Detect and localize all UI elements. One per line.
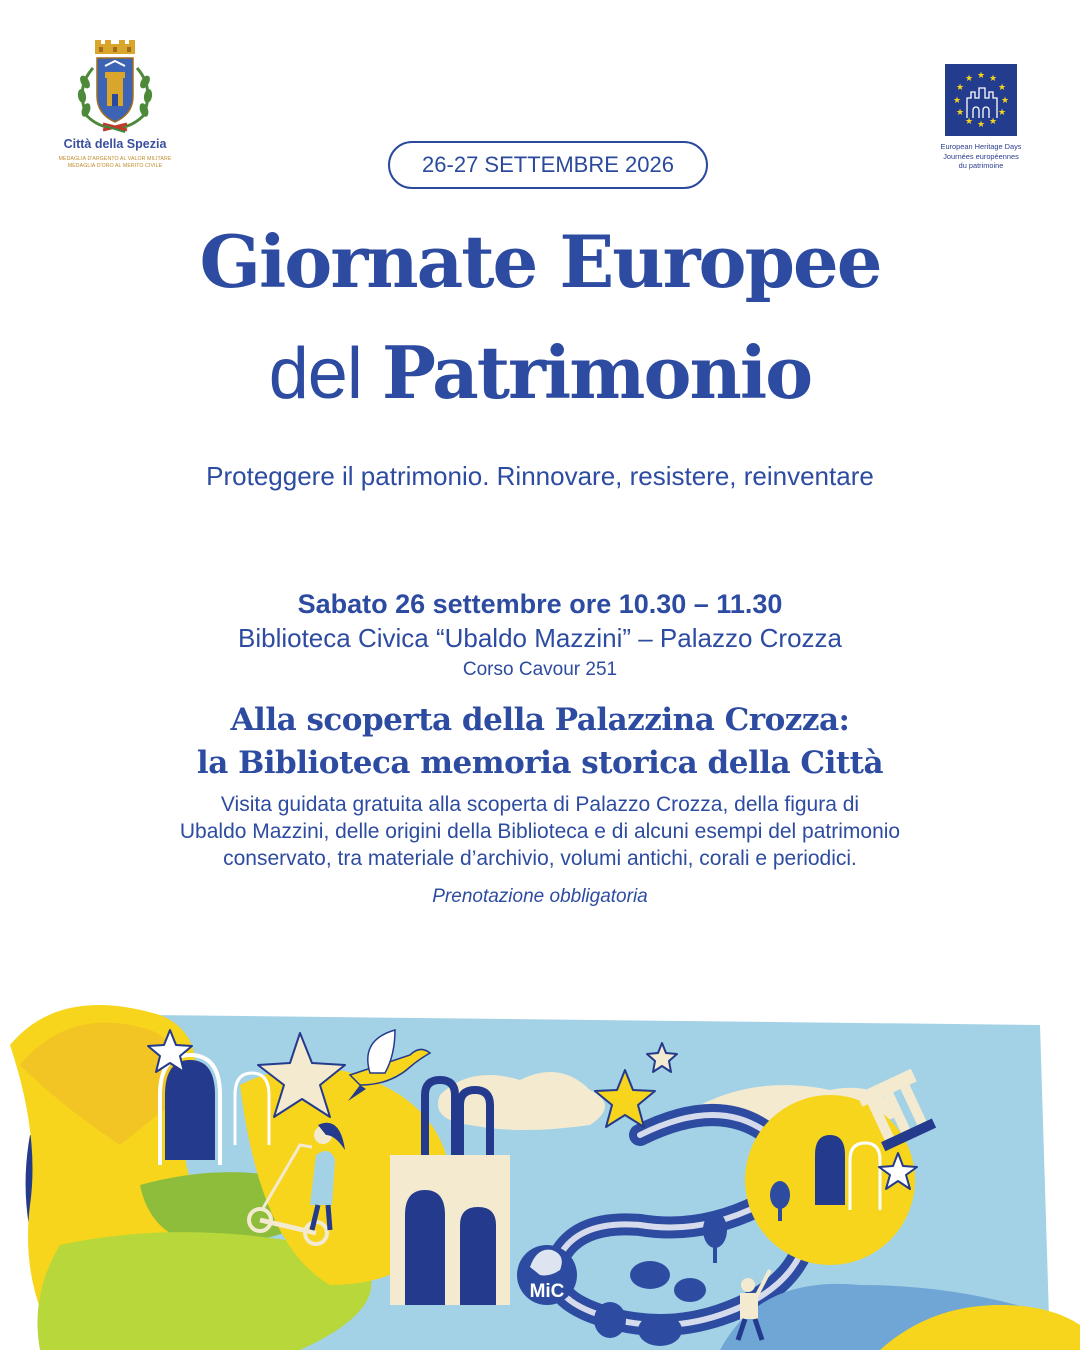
svg-text:★: ★: [955, 83, 965, 93]
city-name: Città della Spezia: [63, 137, 167, 151]
ehd-label: Journées européennes: [943, 152, 1019, 161]
svg-text:★: ★: [964, 74, 974, 84]
svg-text:★: ★: [976, 71, 986, 81]
page-title: Giornate Europee: [199, 219, 881, 304]
tagline: Proteggere il patrimonio. Rinnovare, resistere, reinventare: [206, 461, 874, 491]
svg-text:★: ★: [1000, 96, 1010, 106]
eu-flag-castle-icon: [945, 64, 1017, 136]
svg-text:★: ★: [952, 96, 962, 106]
page-title-second-line: [0, 323, 1080, 424]
svg-text:★: ★: [988, 117, 998, 127]
heritage-illustration: [0, 985, 1080, 1350]
svg-text:★: ★: [964, 117, 974, 127]
svg-text:★: ★: [997, 108, 1007, 118]
mic-logo-label: MiC: [529, 1281, 565, 1302]
event-address: Corso Cavour 251: [462, 659, 618, 680]
event-description-line: conservato, tra materiale d’archivio, volumi antichi, corali e periodici.: [223, 847, 857, 870]
event-venue: Biblioteca Civica “Ubaldo Mazzini” – Palazzo Crozza: [237, 623, 843, 653]
svg-text:★: ★: [988, 74, 998, 84]
title-article: del: [268, 334, 362, 414]
svg-text:★: ★: [997, 83, 1007, 93]
event-description-line: Visita guidata gratuita alla scoperta di Palazzo Crozza, della figura di: [220, 793, 860, 816]
city-coat-of-arms-icon: [65, 38, 165, 136]
city-medal-line: MEDAGLIA D'ARGENTO AL VALOR MILITARE: [58, 156, 172, 162]
title-word: Patrimonio: [381, 330, 812, 415]
booking-note: Prenotazione obbligatoria: [432, 886, 648, 907]
event-dates-badge: 26-27 SETTEMBRE 2026: [388, 141, 708, 189]
event-datetime: Sabato 26 settembre ore 10.30 – 11.30: [297, 589, 783, 619]
event-title-second-line: la Biblioteca memoria storica della Città: [196, 745, 884, 781]
european-heritage-days-logo: [918, 62, 1044, 180]
svg-text:★: ★: [955, 108, 965, 118]
event-description-line: Ubaldo Mazzini, delle origini della Biblioteca e di alcuni esempi del patrimonio: [179, 820, 901, 843]
city-medal-line: MEDAGLIA D'ORO AL MERITO CIVILE: [67, 163, 163, 169]
ehd-label: du patrimoine: [958, 161, 1004, 170]
city-logo: [50, 38, 180, 178]
svg-text:★: ★: [976, 120, 986, 130]
event-title: Alla scoperta della Palazzina Crozza:: [230, 702, 850, 738]
ehd-label: European Heritage Days: [940, 142, 1022, 151]
